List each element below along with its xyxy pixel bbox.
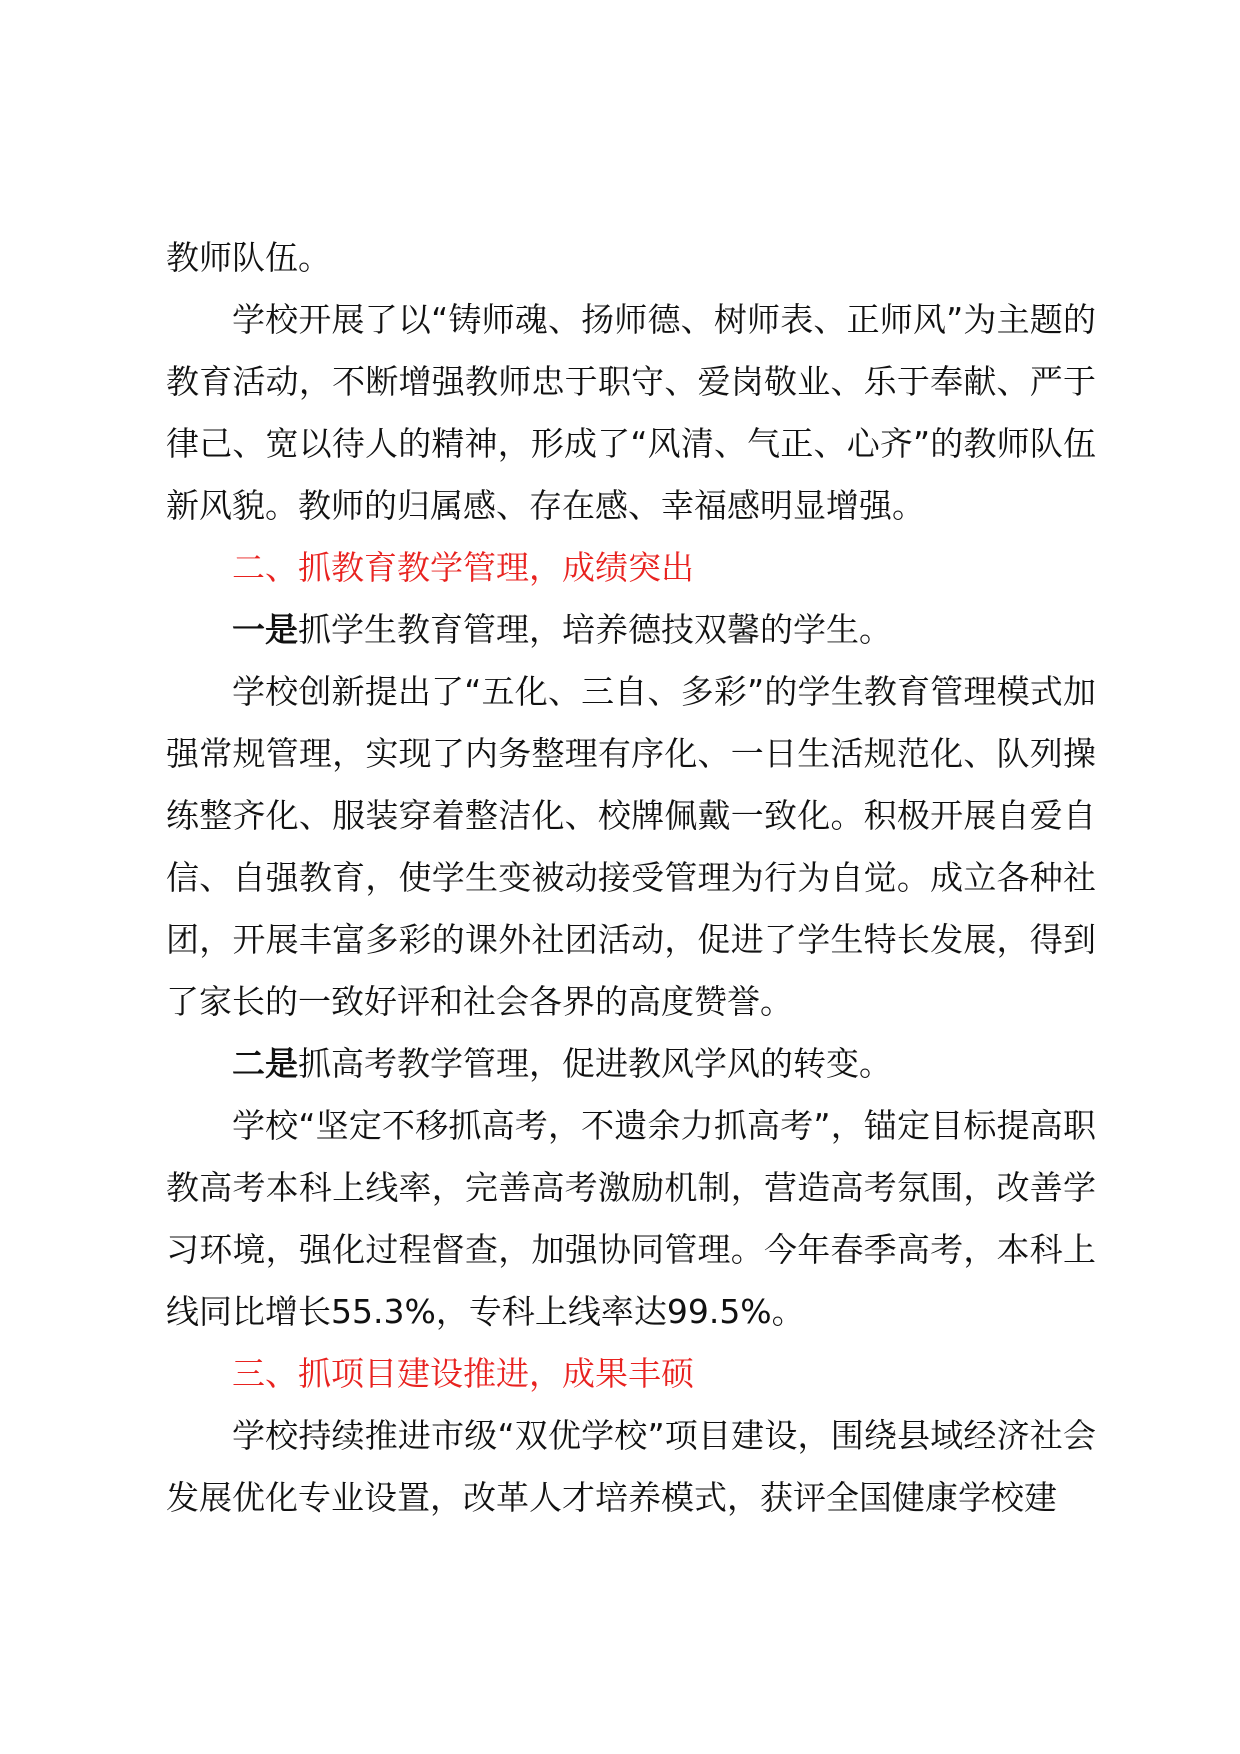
- point-one-lead: 一是: [232, 610, 298, 649]
- paragraph-continuation: 教师队伍。: [166, 238, 331, 277]
- point-two-text: 抓高考教学管理，促进教风学风的转变。: [298, 1044, 892, 1083]
- paragraph-student-management: 学校创新提出了“五化、三自、多彩”的学生教育管理模式加强常规管理，实现了内务整理有序化、一日生活规范化、队列操练整齐化、服装穿着整洁化、校牌佩戴一致化。积极开展自爱自信、自强教育，使学生变被动接受管理为行为自觉。成立各种社团，开展丰富多彩的课外社团活动，促进了学生特长发展，得到了家长的一致好评和社会各界的高度赞誉。: [166, 672, 1096, 1021]
- paragraph-point-two: [166, 1033, 1096, 1095]
- point-one-text: 抓学生教育管理，培养德技双馨的学生。: [298, 610, 892, 649]
- paragraph-exam-management: 学校“坚定不移抓高考，不遗余力抓高考”，锚定目标提高职教高考本科上线率，完善高考激励机制，营造高考氛围，改善学习环境，强化过程督查，加强协同管理。今年春季高考，本科上线同比增长55.3%，专科上线率达99.5%。: [166, 1106, 1096, 1331]
- paragraph-teacher-ethics: 学校开展了以“铸师魂、扬师德、树师表、正师风”为主题的教育活动，不断增强教师忠于职守、爱岗敬业、乐于奉献、严于律己、宽以待人的精神，形成了“风清、气正、心齐”的教师队伍新风貌。教师的归属感、存在感、幸福感明显增强。: [166, 300, 1096, 525]
- section-heading-3: 三、抓项目建设推进，成果丰硕: [232, 1354, 694, 1393]
- paragraph-project-construction: 学校持续推进市级“双优学校”项目建设，围绕县域经济社会发展优化专业设置，改革人才培养模式，获评全国健康学校建: [166, 1416, 1096, 1517]
- section-heading-2: 二、抓教育教学管理，成绩突出: [232, 548, 694, 587]
- document-body: [166, 227, 1096, 1529]
- point-two-lead: 二是: [232, 1044, 298, 1083]
- paragraph-point-one: [166, 599, 1096, 661]
